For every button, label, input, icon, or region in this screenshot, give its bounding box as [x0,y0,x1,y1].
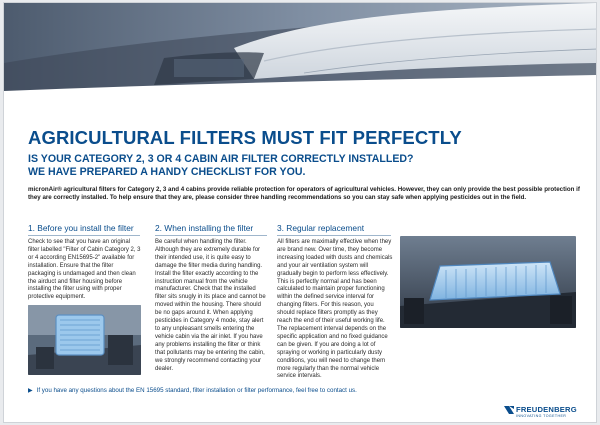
freudenberg-logo-icon [504,406,514,414]
intro-paragraph: micronAir® agricultural filters for Category 2, 3 and 4 cabins provide reliable protection for operators of agricultural vehicles. However, they can only provide the best possible protection if they are correctly installed. To help ensure that they are, please consider three handling recommendations so you can stay safe when applying pesticides out in the field. [28,186,580,202]
header-cabin-photo [4,3,597,91]
brand-name: FREUDENBERG [516,405,577,414]
column-3-text: All filters are maximally effective when they are brand new. Over time, they become increasing loaded with dusts and chemicals and your air ventilation system will gradually begin to perform less effectively. This is perfectly normal and has been calculated to maintain proper functioning within the defined service interval for changing filters. For this reason, you should replace filters promptly as they reach the end of their useful working life. The replacement interval depends on the specific application and no fixed guidance can be given. If you are doing a lot of spraying or working in particularly dusty conditions, you will need to change them more regularly than the normal vehicle service intervals. [277,239,393,380]
column-1-heading: 1. Before you install the filter [28,223,134,233]
arrow-right-icon: ▶ [28,388,33,394]
page-title: AGRICULTURAL FILTERS MUST FIT PERFECTLY [28,127,462,148]
freudenberg-logo [504,405,584,421]
subtitle-line-2: WE HAVE PREPARED A HANDY CHECKLIST FOR YOU. [28,165,306,178]
footer-note-text: If you have any questions about the EN 15695 standard, filter installation or filter performance, feel free to contact us. [36,387,357,394]
page-subtitle [28,153,588,178]
footer-contact-note [28,387,357,394]
column-2-text: Be careful when handling the filter. Although they are extremely durable for their intended use, it is quite easy to damage the filter media during handling. Install the filter exactly according to the instruction manual from the vehicle manufacturer. Check that the installed filter sits snugly in its place and cannot be moved within the housing. There should be no gaps around it. When applying pesticides in Category 4 mode, stay alert to any unpleasant smells entering the vehicle cabin via the air inlet. If you have any problems installing the filter or think that pollutants may be entering the cabin, we strongly recommend contacting your dealer. [155,239,266,372]
column-3-heading: 3. Regular replacement [277,223,365,233]
column-2-divider [155,235,267,236]
brochure-page [3,2,597,423]
subtitle-line-1: IS YOUR CATEGORY 2, 3 OR 4 CABIN AIR FILTER CORRECTLY INSTALLED? [28,153,414,165]
column-1-divider [28,235,140,236]
column-1-text: Check to see that you have an original filter labelled "Filter of Cabin Category 2, 3 or 4 according EN15695-2" available for installation. Ensure that the filter packaging is undamaged and then clean the airduct and filter housing before installing the filter using with proper protective equipment. [28,239,141,301]
column-3-divider [277,235,391,236]
brand-tagline: INNOVATING TOGETHER [516,414,567,418]
column-1-filter-photo [28,305,141,375]
column-2-heading: 2. When installing the filter [155,223,254,233]
column-3-filter-photo [400,236,576,328]
